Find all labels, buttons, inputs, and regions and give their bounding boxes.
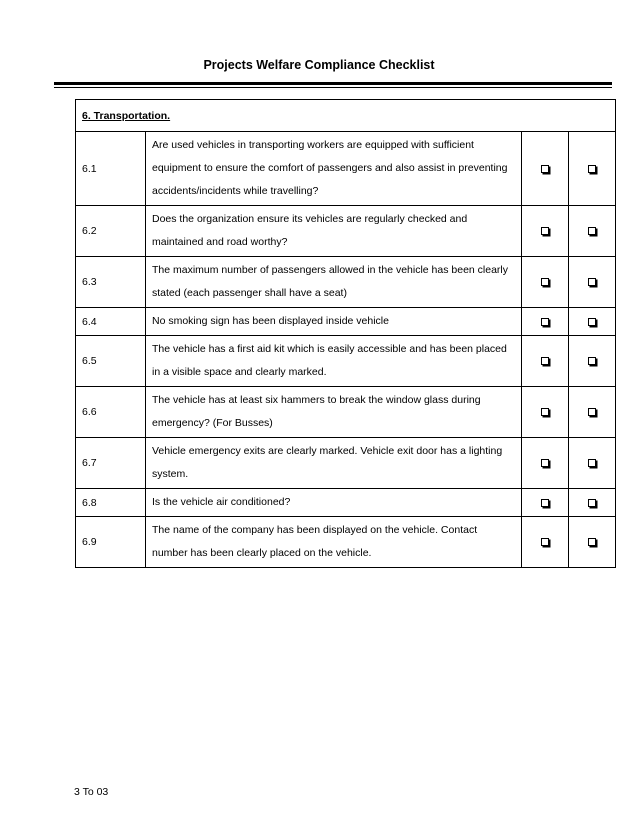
document-title: Projects Welfare Compliance Checklist [203,58,435,72]
checkbox-cell-yes [522,336,569,387]
checkbox-yes[interactable] [541,408,549,416]
checkbox-cell-yes [522,206,569,257]
checklist-row [76,517,616,568]
item-question: The name of the company has been displayed on the vehicle. Contact number has been clearly placed on the vehicle. [146,517,522,568]
checkbox-cell-yes [522,438,569,489]
item-number: 6.7 [76,438,146,489]
checkbox-cell-yes [522,489,569,517]
item-question: No smoking sign has been displayed inside vehicle [146,308,522,336]
item-number: 6.1 [76,132,146,206]
checkbox-cell-no [569,132,616,206]
checkbox-no[interactable] [588,165,596,173]
checkbox-cell-no [569,489,616,517]
checkbox-cell-no [569,336,616,387]
checkbox-yes[interactable] [541,318,549,326]
checkbox-cell-yes [522,517,569,568]
item-number: 6.6 [76,387,146,438]
title-rule-thick [54,82,612,85]
checklist-row [76,387,616,438]
checkbox-no[interactable] [588,357,596,365]
item-number: 6.2 [76,206,146,257]
checkbox-cell-no [569,438,616,489]
checkbox-no[interactable] [588,408,596,416]
item-question: Vehicle emergency exits are clearly marked. Vehicle exit door has a lighting system. [146,438,522,489]
item-question: The vehicle has at least six hammers to break the window glass during emergency? (For Busses) [146,387,522,438]
transportation-checklist-table [75,99,616,568]
checkbox-cell-yes [522,132,569,206]
item-number: 6.3 [76,257,146,308]
checkbox-no[interactable] [588,227,596,235]
checkbox-cell-yes [522,387,569,438]
checkbox-no[interactable] [588,278,596,286]
item-question: Are used vehicles in transporting workers are equipped with sufficient equipment to ensure the comfort of passengers and also assist in preventing accidents/incidents while travelling? [146,132,522,206]
checkbox-no[interactable] [588,318,596,326]
item-question: The vehicle has a first aid kit which is easily accessible and has been placed in a visible space and clearly marked. [146,336,522,387]
item-number: 6.4 [76,308,146,336]
checklist-row [76,308,616,336]
title-rule-thin [54,87,612,88]
item-number: 6.5 [76,336,146,387]
checkbox-yes[interactable] [541,459,549,467]
checkbox-cell-yes [522,257,569,308]
section-heading: 6. Transportation. [76,100,616,132]
checkbox-cell-no [569,387,616,438]
page-footer: 3 To 03 [74,786,109,798]
checkbox-yes[interactable] [541,278,549,286]
checklist-row [76,206,616,257]
checklist-row [76,257,616,308]
checkbox-cell-no [569,308,616,336]
checkbox-yes[interactable] [541,499,549,507]
checkbox-yes[interactable] [541,165,549,173]
section-header-row [76,100,616,132]
item-question: The maximum number of passengers allowed in the vehicle has been clearly stated (each passenger shall have a seat) [146,257,522,308]
checkbox-no[interactable] [588,499,596,507]
checklist-row [76,336,616,387]
checkbox-cell-no [569,257,616,308]
checkbox-yes[interactable] [541,538,549,546]
checklist-row [76,489,616,517]
checkbox-cell-no [569,517,616,568]
checkbox-cell-yes [522,308,569,336]
item-number: 6.8 [76,489,146,517]
checklist-row [76,132,616,206]
checklist-row [76,438,616,489]
item-number: 6.9 [76,517,146,568]
checkbox-yes[interactable] [541,357,549,365]
item-question: Does the organization ensure its vehicles are regularly checked and maintained and road worthy? [146,206,522,257]
checkbox-no[interactable] [588,459,596,467]
checkbox-yes[interactable] [541,227,549,235]
checkbox-cell-no [569,206,616,257]
checkbox-no[interactable] [588,538,596,546]
item-question: Is the vehicle air conditioned? [146,489,522,517]
